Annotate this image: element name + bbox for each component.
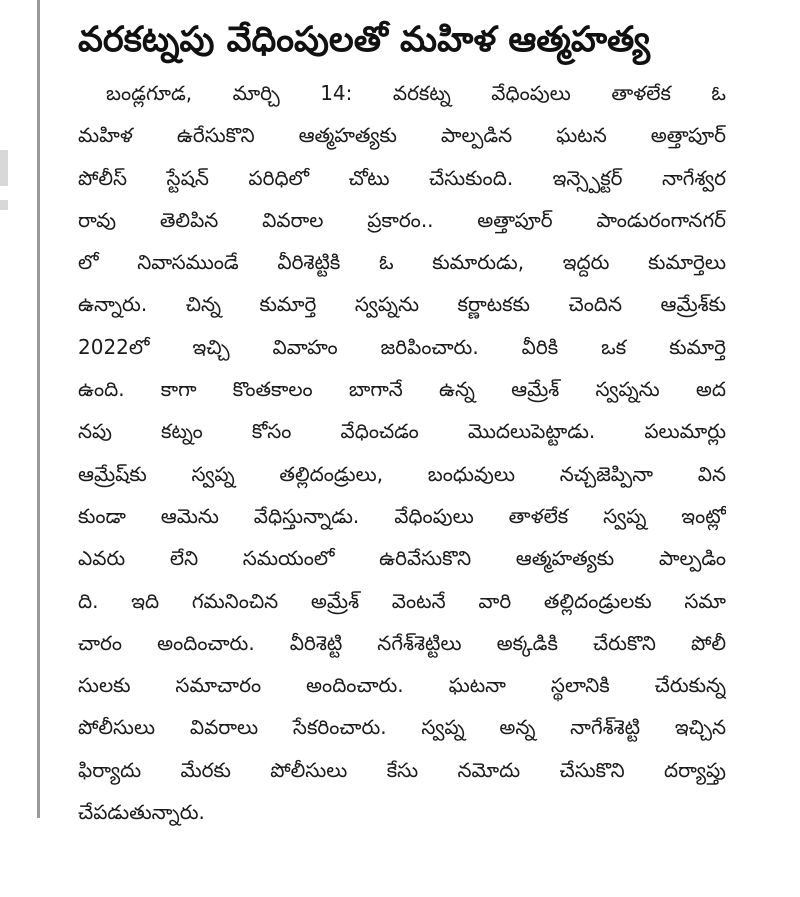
article-headline: వరకట్నపు వేధింపులతో మహిళ ఆత్మహత్య xyxy=(78,20,651,60)
article-line: చేపడుతున్నారు. xyxy=(78,800,205,825)
article-line: కుండా ఆమెను వేధిస్తున్నాడు. వేధింపులు తాళలేక స్వప్న ఇంట్లో xyxy=(78,503,726,528)
article-line: ది. ఇది గమనించిన అమ్రేశ్ వెంటనే వారి తల్లిదండ్రులకు సమా xyxy=(78,588,726,613)
article-line: ఉన్నారు. చిన్న కుమార్తె స్వప్నను కర్ణాటకకు చెందిన ఆమ్రేశ్‌కు xyxy=(78,292,726,317)
article-line: మహిళ ఉరేసుకొని ఆత్మహత్యకు పాల్పడిన ఘటన అత్తాపూర్ xyxy=(78,123,726,148)
article-line: సులకు సమాచారం అందించారు. ఘటనా స్థలానికి చేరుకున్న xyxy=(78,673,726,698)
article-line: బండ్లగూడ, మార్చి 14: వరకట్న వేధింపులు తాళలేక ఓ xyxy=(106,81,726,105)
adjacent-column-edge xyxy=(0,150,8,186)
article-line: పోలీసులు వివరాలు సేకరించారు. స్వప్న అన్న నాగేశ్‌శెట్టి ఇచ్చిన xyxy=(78,715,726,740)
article-line: 2022లో ఇచ్చి వివాహం జరిపించారు. వీరికి ఒక కుమార్తె xyxy=(78,334,726,359)
article-line: లో నివాసముండే వీరిశెట్టికి ఓ కుమారుడు, ఇద్దరు కుమార్తెలు xyxy=(78,250,726,275)
article-line: నపు కట్నం కోసం వేధించడం మొదలుపెట్టాడు. పలుమార్లు xyxy=(78,419,726,444)
article-body xyxy=(78,72,726,833)
article-line: ఫిర్యాదు మేరకు పోలీసులు కేసు నమోదు చేసుకొని దర్యాప్తు xyxy=(78,757,726,782)
adjacent-column-edge xyxy=(0,200,8,210)
column-divider-rule xyxy=(37,0,40,818)
article-line: ఆమ్రేష్‌కు స్వప్న తల్లిదండ్రులు, బంధువులు నచ్చజెప్పినా విన xyxy=(78,461,726,486)
article-line: ఉంది. కాగా కొంతకాలం బాగానే ఉన్న ఆమ్రేశ్ స్వప్నను అద xyxy=(78,377,726,402)
article-line: రావు తెలిపిన వివరాల ప్రకారం.. అత్తాపూర్ పాండురంగానగర్ xyxy=(78,207,726,232)
article-line: ఎవరు లేని సమయంలో ఉరివేసుకొని ఆత్మహత్యకు పాల్పడిం xyxy=(78,546,726,571)
article-line: పోలీస్ స్టేషన్ పరిధిలో చోటు చేసుకుంది. ఇన్స్పెక్టర్ నాగేశ్వర xyxy=(78,165,726,190)
article-line: చారం అందించారు. వీరిశెట్టి నగేశ్‌శెట్టిలు అక్కడికి చేరుకొని పోలీ xyxy=(78,630,726,655)
